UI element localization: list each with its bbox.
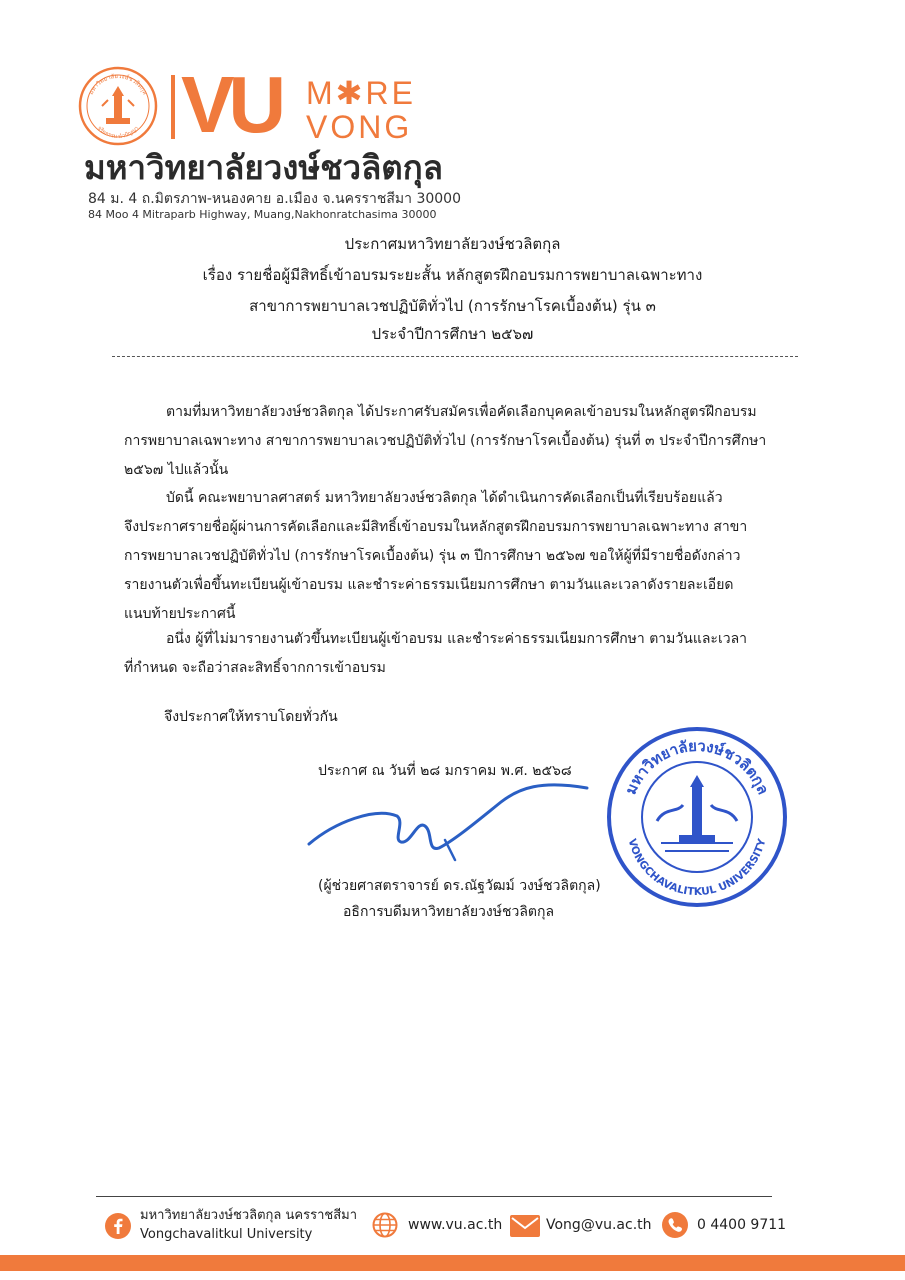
svg-text:VONGCHAVALITKUL UNIVERSITY: VONGCHAVALITKUL UNIVERSITY <box>625 837 769 899</box>
body-paragraph-2: บัดนี้ คณะพยาบาลศาสตร์ มหาวิทยาลัยวงษ์ชวลิตกุล ได้ดำเนินการคัดเลือกเป็นที่เรียบร้อยแล้ว จึงประกาศรายชื่อผู้ผ่านการคัดเลือกและมีสิทธิ์เข้าอบรมในหลักสูตรฝึกอบรมการพยาบาลเฉพาะทาง สาขา การพยาบาลเวชปฏิบัติทั่วไป (การรักษาโรคเบื้องต้น) รุ่น ๓ ปีการศึกษา ๒๕๖๗ ขอให้ผู้ที่มีรายชื่อดังกล่าว รายงานตัวเพื่อขึ้นทะเบียนผู้เข้าอบรม และชำระค่าธรรมเนียมการศึกษา ตามวันและเวลาดังรายละเอียด แนบท้ายประกาศนี้ <box>124 490 748 622</box>
facebook-page-en[interactable]: Vongchavalitkul University <box>140 1227 313 1242</box>
announcement-subject: เรื่อง รายชื่อผู้มีสิทธิ์เข้าอบรมระยะสั้น หลักสูตรฝึกอบรมการพยาบาลเฉพาะทาง <box>202 266 703 284</box>
announce-closing: จึงประกาศให้ทราบโดยทั่วกัน <box>164 709 338 725</box>
university-stamp <box>605 725 790 910</box>
address-th: 84 ม. 4 ถ.มิตรภาพ-หนองคาย อ.เมือง จ.นครราชสีมา 30000 <box>88 191 461 207</box>
dashed-divider <box>112 356 798 357</box>
body-paragraph-1: ตามที่มหาวิทยาลัยวงษ์ชวลิตกุล ได้ประกาศรับสมัครเพื่อคัดเลือกบุคคลเข้าอบรมในหลักสูตรฝึกอบรม การพยาบาลเฉพาะทาง สาขาการพยาบาลเวชปฏิบัติทั่วไป (การรักษาโรคเบื้องต้น) รุ่นที่ ๓ ประจำปีการศึกษา ๒๕๖๗ ไปแล้วนั้น <box>124 404 767 478</box>
footer-accent-bar <box>0 1255 905 1271</box>
facebook-page-th[interactable]: มหาวิทยาลัยวงษ์ชวลิตกุล นครราชสีมา <box>140 1208 358 1223</box>
announcement-heading: ประกาศมหาวิทยาลัยวงษ์ชวลิตกุล <box>344 235 561 253</box>
announcement-subject-cont: สาขาการพยาบาลเวชปฏิบัติทั่วไป (การรักษาโรคเบื้องต้น) รุ่น ๓ <box>249 297 656 315</box>
phone-icon <box>662 1212 688 1238</box>
svg-text:มหาวิทยาลัยวงษ์ชวลิตกุล: มหาวิทยาลัยวงษ์ชวลิตกุล <box>621 736 773 798</box>
address-en: 84 Moo 4 Mitraparb Highway, Muang,Nakhonratchasima 30000 <box>88 208 437 221</box>
phone-number[interactable]: 0 4400 9711 <box>697 1217 787 1233</box>
facebook-icon <box>105 1213 131 1239</box>
mail-icon <box>510 1215 540 1237</box>
svg-text:มหาวิทยาลัยวงษ์ชวลิตกุล: มหาวิทยาลัยวงษ์ชวลิตกุล <box>87 72 149 96</box>
logo-divider <box>171 75 175 139</box>
signatory-position: อธิการบดีมหาวิทยาลัยวงษ์ชวลิตกุล <box>343 904 555 920</box>
university-name-th: มหาวิทยาลัยวงษ์ชวลิตกุล <box>84 148 443 187</box>
announcement-date: ประกาศ ณ วันที่ ๒๘ มกราคม พ.ศ. ๒๕๖๘ <box>318 763 572 779</box>
svg-text:จริยธรรม นำปัญญา: จริยธรรม นำปัญญา <box>95 125 141 141</box>
university-seal-logo <box>78 66 158 146</box>
body-paragraph-3: อนึ่ง ผู้ที่ไม่มารายงานตัวขึ้นทะเบียนผู้เข้าอบรม และชำระค่าธรรมเนียมการศึกษา ตามวันและเวลา ที่กำหนด จะถือว่าสละสิทธิ์จากการเข้าอบรม <box>124 631 748 676</box>
globe-icon <box>372 1212 398 1238</box>
email-link[interactable]: Vong@vu.ac.th <box>546 1217 652 1233</box>
logo-more: M✱RE <box>306 75 416 111</box>
logo-vong: VONG <box>306 109 413 145</box>
signatory-name: (ผู้ช่วยศาสตราจารย์ ดร.ณัฐวัฒม์ วงษ์ชวลิตกุล) <box>318 878 601 894</box>
website-link[interactable]: www.vu.ac.th <box>408 1217 503 1233</box>
academic-year: ประจำปีการศึกษา ๒๕๖๗ <box>371 325 534 343</box>
handwritten-signature <box>305 782 590 864</box>
logo-vu: VU <box>181 60 281 149</box>
footer-divider <box>96 1196 772 1197</box>
